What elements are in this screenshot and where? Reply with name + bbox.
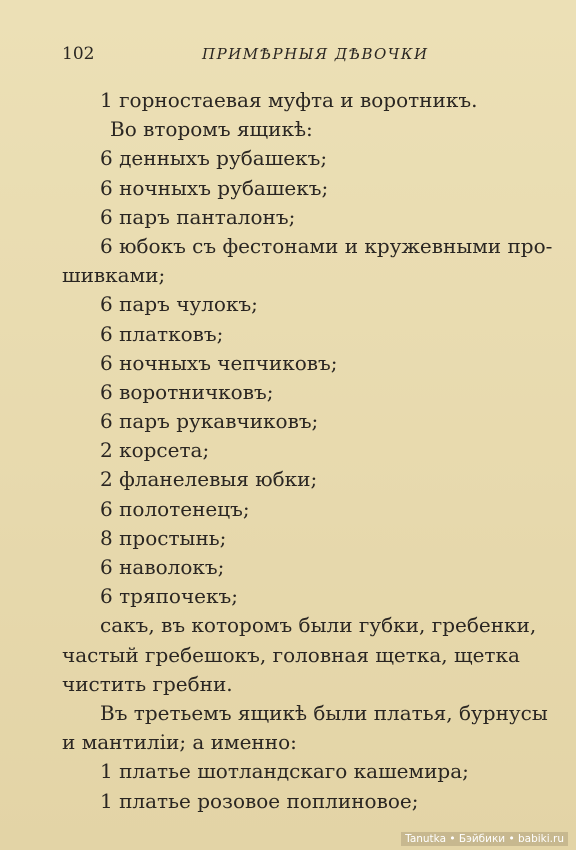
page-header: [62, 44, 536, 70]
text-line: 8 простынь;: [100, 525, 227, 550]
text-line: сакъ, въ которомъ были губки, гребенки,: [100, 613, 537, 638]
text-line: шивками;: [62, 263, 166, 288]
watermark: Tanutka • Бэйбики • babiki.ru: [401, 832, 568, 846]
text-line: Во второмъ ящикѣ:: [110, 117, 313, 142]
text-line: 6 денныхъ рубашекъ;: [100, 146, 328, 171]
text-line: 1 платье шотландскаго кашемира;: [100, 759, 469, 784]
text-line: Въ третьемъ ящикѣ были платья, бурнусы: [100, 700, 548, 725]
text-line: 6 наволокъ;: [100, 555, 225, 579]
text-line: 6 ночныхъ рубашекъ;: [100, 175, 329, 200]
text-line: 1 платье розовое поплиновое;: [100, 788, 419, 813]
text-line: и мантилiи; а именно:: [62, 730, 297, 755]
page-number: 102: [62, 44, 95, 64]
text-line: 6 ночныхъ чепчиковъ;: [100, 350, 338, 375]
body-text: [62, 86, 556, 816]
text-line: 6 тряпочекъ;: [100, 584, 238, 609]
text-line: 1 горностаевая муфта и воротникъ.: [100, 88, 478, 112]
text-line: 6 платковъ;: [100, 321, 224, 346]
text-line: 6 полотенецъ;: [100, 496, 250, 521]
text-line: 6 воротничковъ;: [100, 379, 274, 404]
text-line: чистить гребни.: [62, 671, 233, 696]
text-line: 2 корсета;: [100, 438, 210, 463]
text-line: частый гребешокъ, головная щетка, щетка: [62, 642, 520, 667]
text-line: 2 фланелевыя юбки;: [100, 467, 318, 492]
text-line: 6 паръ панталонъ;: [100, 204, 296, 229]
text-line: 6 паръ чулокъ;: [100, 292, 258, 317]
text-line: 6 юбокъ съ фестонами и кружевными про-: [100, 233, 553, 258]
text-line: 6 паръ рукавчиковъ;: [100, 409, 319, 434]
running-head: ПРИМѢРНЫЯ ДѢВОЧКИ: [202, 45, 429, 63]
